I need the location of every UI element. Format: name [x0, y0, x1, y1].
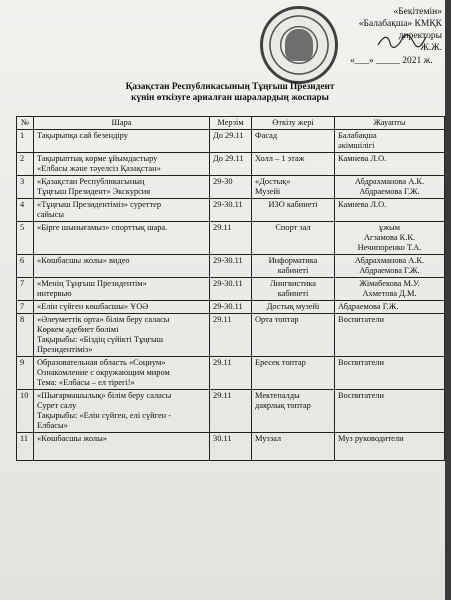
table-row	[17, 222, 445, 255]
cell-number-line: 6	[20, 256, 25, 265]
approval-name: Ж.Ж.	[420, 43, 442, 53]
cell-date-line: 29-30.11	[213, 200, 243, 209]
table-row	[17, 153, 445, 176]
cell-place	[252, 314, 335, 357]
cell-number	[17, 130, 34, 153]
cell-responsible-line: Агзамова К.К.	[363, 233, 415, 242]
cell-date	[210, 278, 252, 301]
official-seal-stamp	[260, 6, 338, 84]
cell-event-line: «Елін сүйген көшбасшы» ҰОӘ	[37, 302, 149, 311]
cell-responsible-line: ұжым	[379, 223, 400, 232]
table-row	[17, 357, 445, 390]
table-row	[17, 301, 445, 314]
cell-number	[17, 390, 34, 433]
cell-event-line: интервью	[37, 289, 72, 298]
cell-event-line: «Көшбасшы жолы» видео	[37, 256, 130, 265]
cell-event-line: Тақырыбы: «Елін сүйген, елі сүйген -	[37, 411, 172, 420]
table-header-row	[17, 117, 445, 130]
cell-date-line: 29.11	[213, 391, 232, 400]
table-row	[17, 255, 445, 278]
cell-place-line: Фасад	[255, 131, 278, 140]
cell-responsible-line: Жімабекова М.У.	[359, 279, 420, 288]
approval-position: «Балабақша» КМҚК директоры	[358, 19, 442, 41]
cell-place	[252, 301, 335, 314]
cell-place-line: Орта топтар	[255, 315, 299, 324]
cell-place	[252, 130, 335, 153]
cell-responsible-line: Абдраемова Г.Ж.	[338, 302, 399, 311]
cell-number-line: 1	[20, 131, 25, 140]
cell-date	[210, 390, 252, 433]
cell-number-line: 9	[20, 358, 25, 367]
cell-date	[210, 433, 252, 461]
cell-event-line: Елбасы»	[37, 421, 68, 430]
cell-responsible-line: Воспитатели	[338, 358, 384, 367]
cell-date	[210, 153, 252, 176]
header-date: Мерзім	[210, 117, 252, 130]
cell-event-line: «Елбасы және тәуелсіз Қазақстан»	[37, 164, 161, 173]
emblem-icon	[285, 29, 313, 61]
cell-event	[34, 314, 210, 357]
cell-number-line: 2	[20, 154, 25, 163]
cell-place	[252, 390, 335, 433]
cell-responsible-line: Воспитатели	[338, 315, 384, 324]
signature-mark	[376, 33, 428, 49]
cell-responsible	[335, 130, 445, 153]
cell-responsible-line: Муз руководители	[338, 434, 404, 443]
cell-event	[34, 130, 210, 153]
cell-place-line: Информатика	[268, 256, 318, 265]
cell-place-line: Музейі	[255, 187, 281, 196]
cell-responsible	[335, 222, 445, 255]
table-row	[17, 433, 445, 461]
cell-responsible-line: Балабақша	[338, 131, 377, 140]
cell-responsible-line: әкімшілігі	[338, 141, 375, 150]
cell-number	[17, 278, 34, 301]
cell-event-line: Тақырыпқа сай безендіру	[37, 131, 128, 140]
cell-place-line: даярлық топтар	[255, 401, 311, 410]
cell-responsible-line: Нечипоренко Т.А.	[357, 243, 422, 252]
cell-event-line: Ознакомление с окружающим миром	[37, 368, 170, 377]
cell-number	[17, 176, 34, 199]
cell-place-line: ИЗО кабинеті	[268, 200, 318, 209]
cell-event-line: «Шығармашылық» білім беру саласы	[37, 391, 172, 400]
cell-number	[17, 357, 34, 390]
cell-number-line: 11	[20, 434, 29, 443]
page-edge-shadow	[445, 0, 451, 600]
cell-place	[252, 153, 335, 176]
cell-responsible-line: Абдрахманова А.К.	[354, 177, 425, 186]
approval-heading: «Бекітемін»	[393, 7, 442, 17]
cell-place	[252, 433, 335, 461]
cell-event-line: Көркем әдебиет бөлімі	[37, 325, 119, 334]
cell-event-line: сайысы	[37, 210, 64, 219]
cell-place-line: «Достық»	[255, 177, 291, 186]
cell-event-line: Президентіміз»	[37, 345, 93, 354]
cell-number	[17, 255, 34, 278]
cell-number	[17, 433, 34, 461]
cell-event-line: «Қазақстан Республикасының	[37, 177, 145, 186]
cell-responsible	[335, 176, 445, 199]
table-row	[17, 130, 445, 153]
cell-responsible-line: Абдраемова Г.Ж.	[359, 266, 420, 275]
cell-number	[17, 314, 34, 357]
cell-date	[210, 176, 252, 199]
header-place: Өткізу жері	[252, 117, 335, 130]
cell-date-line: 29-30.11	[213, 279, 243, 288]
cell-date	[210, 357, 252, 390]
cell-responsible	[335, 255, 445, 278]
table-row	[17, 314, 445, 357]
cell-date-line: 29.11	[213, 315, 232, 324]
cell-number	[17, 301, 34, 314]
document-title	[80, 82, 380, 104]
cell-place-line: кабинеті	[277, 266, 309, 275]
cell-event	[34, 176, 210, 199]
cell-date	[210, 199, 252, 222]
cell-date	[210, 255, 252, 278]
cell-event	[34, 357, 210, 390]
cell-responsible	[335, 199, 445, 222]
cell-responsible-line: Камнева Л.О.	[338, 200, 387, 209]
cell-number-line: 7	[20, 279, 25, 288]
cell-place	[252, 357, 335, 390]
title-line-1: Қазақстан Республикасының Тұңғыш Президент	[125, 82, 335, 92]
cell-responsible	[335, 314, 445, 357]
cell-responsible	[335, 390, 445, 433]
cell-place-line: Ересек топтар	[255, 358, 306, 367]
cell-number-line: 8	[20, 315, 25, 324]
cell-number-line: 10	[20, 391, 29, 400]
cell-number-line: 4	[20, 200, 25, 209]
cell-event-line: Тақырыбы: «Біздің сүйікті Тұңғыш	[37, 335, 164, 344]
title-line-2: күнін өткізуге арналған шаралардың жоспары	[131, 93, 329, 103]
cell-place	[252, 278, 335, 301]
table-row	[17, 390, 445, 433]
cell-event-line: «Менің Тұңғыш Президентім»	[37, 279, 147, 288]
cell-responsible-line: Абдрахманова А.К.	[354, 256, 425, 265]
cell-event-line: «Әлеуметтік орта» білім беру саласы	[37, 315, 170, 324]
cell-event	[34, 255, 210, 278]
cell-place-line: Холл – 1 этаж	[255, 154, 305, 163]
cell-responsible	[335, 357, 445, 390]
cell-date-line: 29.11	[213, 358, 232, 367]
cell-place	[252, 222, 335, 255]
header-number: №	[17, 117, 34, 130]
table-row	[17, 176, 445, 199]
cell-event-line: Тақырыптық көрме ұйымдастыру	[37, 154, 158, 163]
cell-event	[34, 433, 210, 461]
cell-number-line: 5	[20, 223, 25, 232]
cell-event	[34, 390, 210, 433]
cell-responsible	[335, 153, 445, 176]
cell-date	[210, 314, 252, 357]
cell-event	[34, 222, 210, 255]
cell-place-line: Достық музейі	[266, 302, 320, 311]
cell-place-line: Муззал	[255, 434, 282, 443]
cell-event-line: Тұңғыш Президент» Экскурсия	[37, 187, 151, 196]
cell-date-line: 29.11	[213, 223, 232, 232]
cell-place	[252, 255, 335, 278]
cell-date-line: До 29.11	[213, 131, 244, 140]
cell-date	[210, 130, 252, 153]
cell-number-line: 7	[20, 302, 25, 311]
cell-date-line: 29-30.11	[213, 302, 243, 311]
cell-event-line: Сурет салу	[37, 401, 77, 410]
cell-responsible	[335, 301, 445, 314]
cell-event-line: Тема: «Елбасы – ел тірегі!»	[37, 378, 135, 387]
cell-place-line: кабинеті	[277, 289, 309, 298]
cell-responsible-line: Воспитатели	[338, 391, 384, 400]
cell-place	[252, 199, 335, 222]
cell-place-line: Мектепалды	[255, 391, 300, 400]
cell-responsible-line: Камнева Л.О.	[338, 154, 387, 163]
cell-place-line: Спорт зал	[275, 223, 311, 232]
cell-place	[252, 176, 335, 199]
cell-event	[34, 301, 210, 314]
cell-event-line: «Тұңғыш Президентіміз» суреттер	[37, 200, 162, 209]
cell-date-line: 29-30	[213, 177, 233, 186]
cell-date-line: 30.11	[213, 434, 232, 443]
cell-event	[34, 278, 210, 301]
cell-date	[210, 222, 252, 255]
cell-number-line: 3	[20, 177, 25, 186]
table-row	[17, 278, 445, 301]
cell-number	[17, 222, 34, 255]
cell-event	[34, 199, 210, 222]
cell-event-line: Образовательная область «Социум»	[37, 358, 166, 367]
cell-event-line: «Бірге шынығамыз» спорттық шара.	[37, 223, 168, 232]
cell-date-line: 29-30.11	[213, 256, 243, 265]
cell-number	[17, 153, 34, 176]
cell-date	[210, 301, 252, 314]
table-body	[17, 130, 445, 461]
cell-place-line: Лингвистика	[269, 279, 317, 288]
events-plan-table	[16, 116, 445, 461]
cell-date-line: До 29.11	[213, 154, 244, 163]
cell-responsible-line: Ахметова Д.М.	[362, 289, 417, 298]
approval-date: «___» _____ 2021 ж.	[350, 56, 433, 66]
cell-responsible-line: Абдраемова Г.Ж.	[359, 187, 420, 196]
header-event: Шара	[34, 117, 210, 130]
cell-event	[34, 153, 210, 176]
table-row	[17, 199, 445, 222]
cell-number	[17, 199, 34, 222]
cell-event-line: «Көшбасшы жолы»	[37, 434, 107, 443]
cell-responsible	[335, 433, 445, 461]
cell-responsible	[335, 278, 445, 301]
header-responsible: Жауапты	[335, 117, 445, 130]
